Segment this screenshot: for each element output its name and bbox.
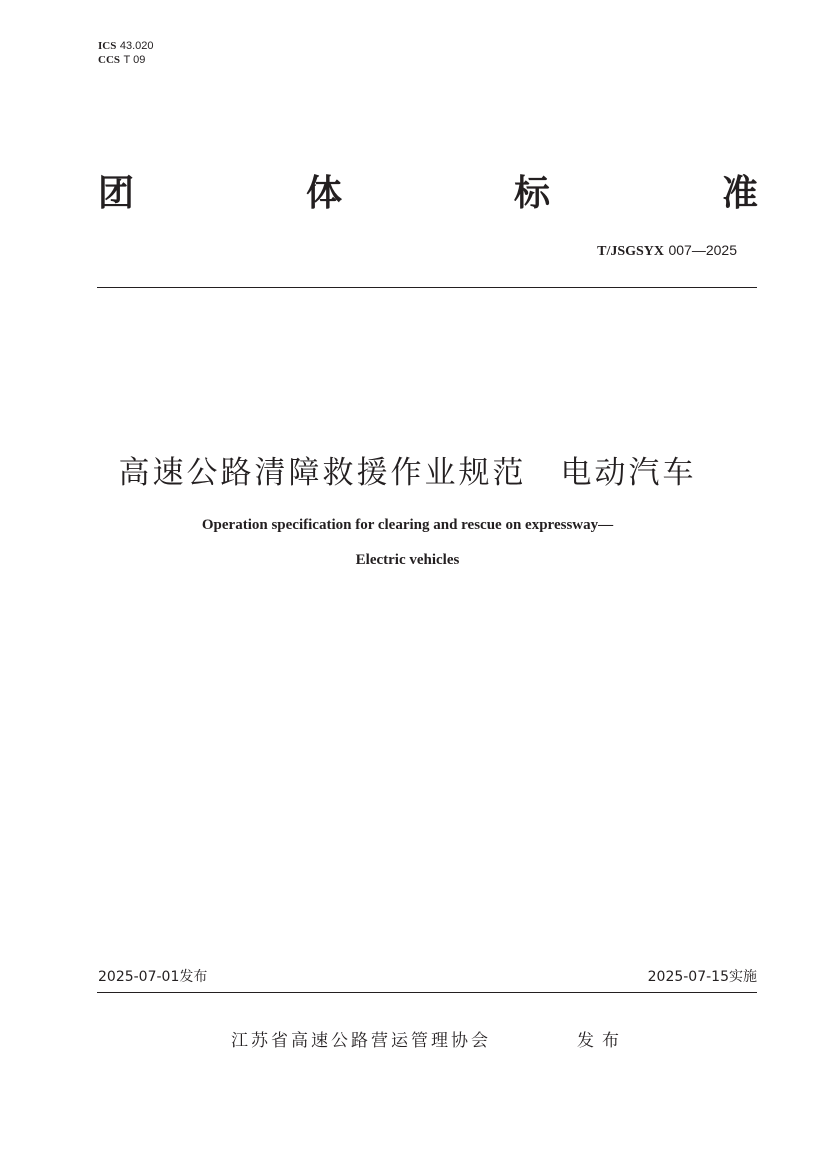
publish-label: 发布 xyxy=(577,1031,627,1051)
standard-type-char: 准 xyxy=(721,172,758,214)
top-divider xyxy=(97,287,757,288)
standard-type-char: 标 xyxy=(513,172,550,214)
standard-number-prefix: T/JSGSYX xyxy=(597,244,665,259)
standard-number-value: 007—2025 xyxy=(668,242,737,258)
standard-type-heading xyxy=(98,168,758,212)
ics-label: ICS xyxy=(98,40,117,52)
ccs-value: T 09 xyxy=(123,54,146,66)
ccs-label: CCS xyxy=(98,54,121,66)
ccs-code xyxy=(98,53,154,67)
standard-type-char: 体 xyxy=(305,172,342,214)
standard-number xyxy=(597,242,737,260)
classification-codes xyxy=(98,39,154,67)
bottom-divider xyxy=(97,992,757,993)
implementation-date: 2025-07-15实施 xyxy=(647,969,757,985)
chinese-title-main: 高速公路清障救援作业规范 xyxy=(118,455,527,491)
ics-value: 43.020 xyxy=(119,40,154,52)
issue-date: 2025-07-01发布 xyxy=(98,969,208,985)
standard-type-char: 团 xyxy=(98,172,135,214)
english-title-line-1: Operation specification for clearing and rescue on expressway— xyxy=(201,517,614,533)
ics-code xyxy=(98,39,154,53)
publisher-name: 江苏省高速公路营运管理协会 xyxy=(231,1031,491,1051)
chinese-title xyxy=(0,447,815,492)
chinese-title-sub: 电动汽车 xyxy=(560,455,697,491)
english-title-line-2: Electric vehicles xyxy=(355,552,460,568)
